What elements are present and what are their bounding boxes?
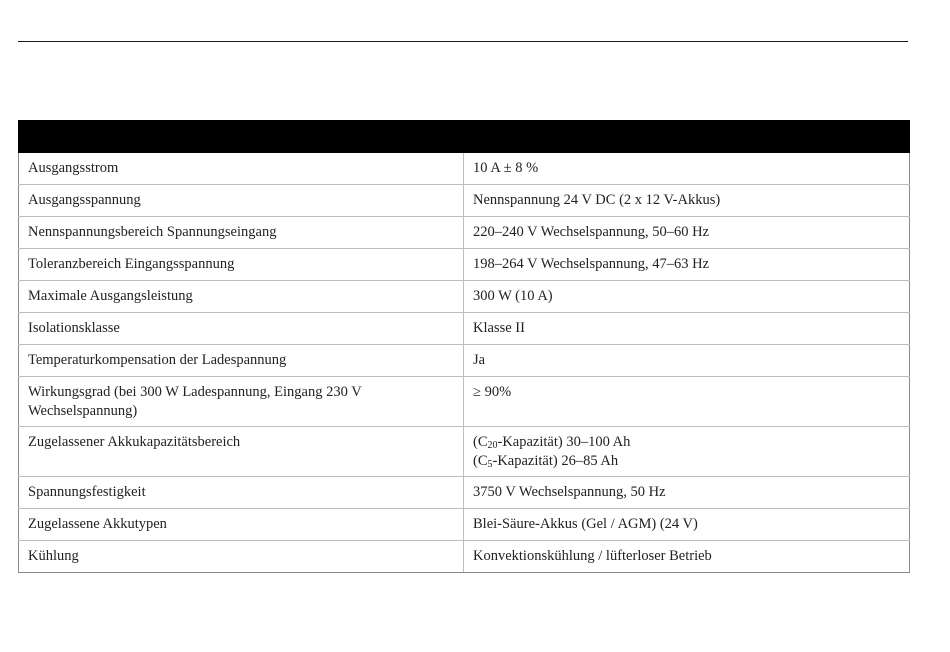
row-label: Toleranzbereich Eingangsspannung bbox=[19, 249, 464, 281]
row-label: Wirkungsgrad (bei 300 W Ladespannung, Eingang 230 V Wechselspannung) bbox=[19, 377, 464, 427]
row-label: Kühlung bbox=[19, 541, 464, 573]
table-row bbox=[19, 217, 910, 249]
row-value: 10 A ± 8 % bbox=[464, 153, 910, 185]
capacity-prefix: (C bbox=[473, 434, 488, 450]
table-row bbox=[19, 377, 910, 427]
table-header-cell-label bbox=[19, 121, 464, 153]
capacity-line-c5 bbox=[473, 452, 900, 471]
row-label: Temperaturkompensation der Ladespannung bbox=[19, 345, 464, 377]
row-value: Ja bbox=[464, 345, 910, 377]
table-row bbox=[19, 185, 910, 217]
table-header bbox=[19, 121, 910, 153]
capacity-subscript: 5 bbox=[487, 459, 493, 470]
row-label: Nennspannungsbereich Spannungseingang bbox=[19, 217, 464, 249]
table-row bbox=[19, 427, 910, 477]
row-value-multiline bbox=[464, 427, 910, 477]
table-row bbox=[19, 281, 910, 313]
table-row bbox=[19, 345, 910, 377]
row-label: Isolationsklasse bbox=[19, 313, 464, 345]
row-label: Zugelassene Akkutypen bbox=[19, 509, 464, 541]
top-rule bbox=[18, 41, 908, 42]
row-label: Ausgangsstrom bbox=[19, 153, 464, 185]
table-row bbox=[19, 313, 910, 345]
capacity-suffix: -Kapazität) 26–85 Ah bbox=[492, 453, 619, 469]
row-label: Spannungsfestigkeit bbox=[19, 477, 464, 509]
row-value: 3750 V Wechselspannung, 50 Hz bbox=[464, 477, 910, 509]
row-value: 220–240 V Wechselspannung, 50–60 Hz bbox=[464, 217, 910, 249]
spec-table bbox=[18, 120, 910, 573]
row-value: ≥ 90% bbox=[464, 377, 910, 427]
row-label: Maximale Ausgangsleistung bbox=[19, 281, 464, 313]
table-row bbox=[19, 541, 910, 573]
table-row bbox=[19, 153, 910, 185]
row-label: Zugelassener Akkukapazitätsbereich bbox=[19, 427, 464, 477]
row-value: 198–264 V Wechselspannung, 47–63 Hz bbox=[464, 249, 910, 281]
capacity-suffix: -Kapazität) 30–100 Ah bbox=[497, 434, 631, 450]
capacity-subscript: 20 bbox=[487, 440, 498, 451]
row-value: Nennspannung 24 V DC (2 x 12 V-Akkus) bbox=[464, 185, 910, 217]
row-value: 300 W (10 A) bbox=[464, 281, 910, 313]
row-value: Blei-Säure-Akkus (Gel / AGM) (24 V) bbox=[464, 509, 910, 541]
capacity-prefix: (C bbox=[473, 453, 488, 469]
table-header-cell-value bbox=[464, 121, 910, 153]
row-value: Klasse II bbox=[464, 313, 910, 345]
row-value: Konvektionskühlung / lüfterloser Betrieb bbox=[464, 541, 910, 573]
table-row bbox=[19, 477, 910, 509]
row-label: Ausgangsspannung bbox=[19, 185, 464, 217]
table-row bbox=[19, 249, 910, 281]
capacity-line-c20 bbox=[473, 433, 900, 452]
table-row bbox=[19, 509, 910, 541]
